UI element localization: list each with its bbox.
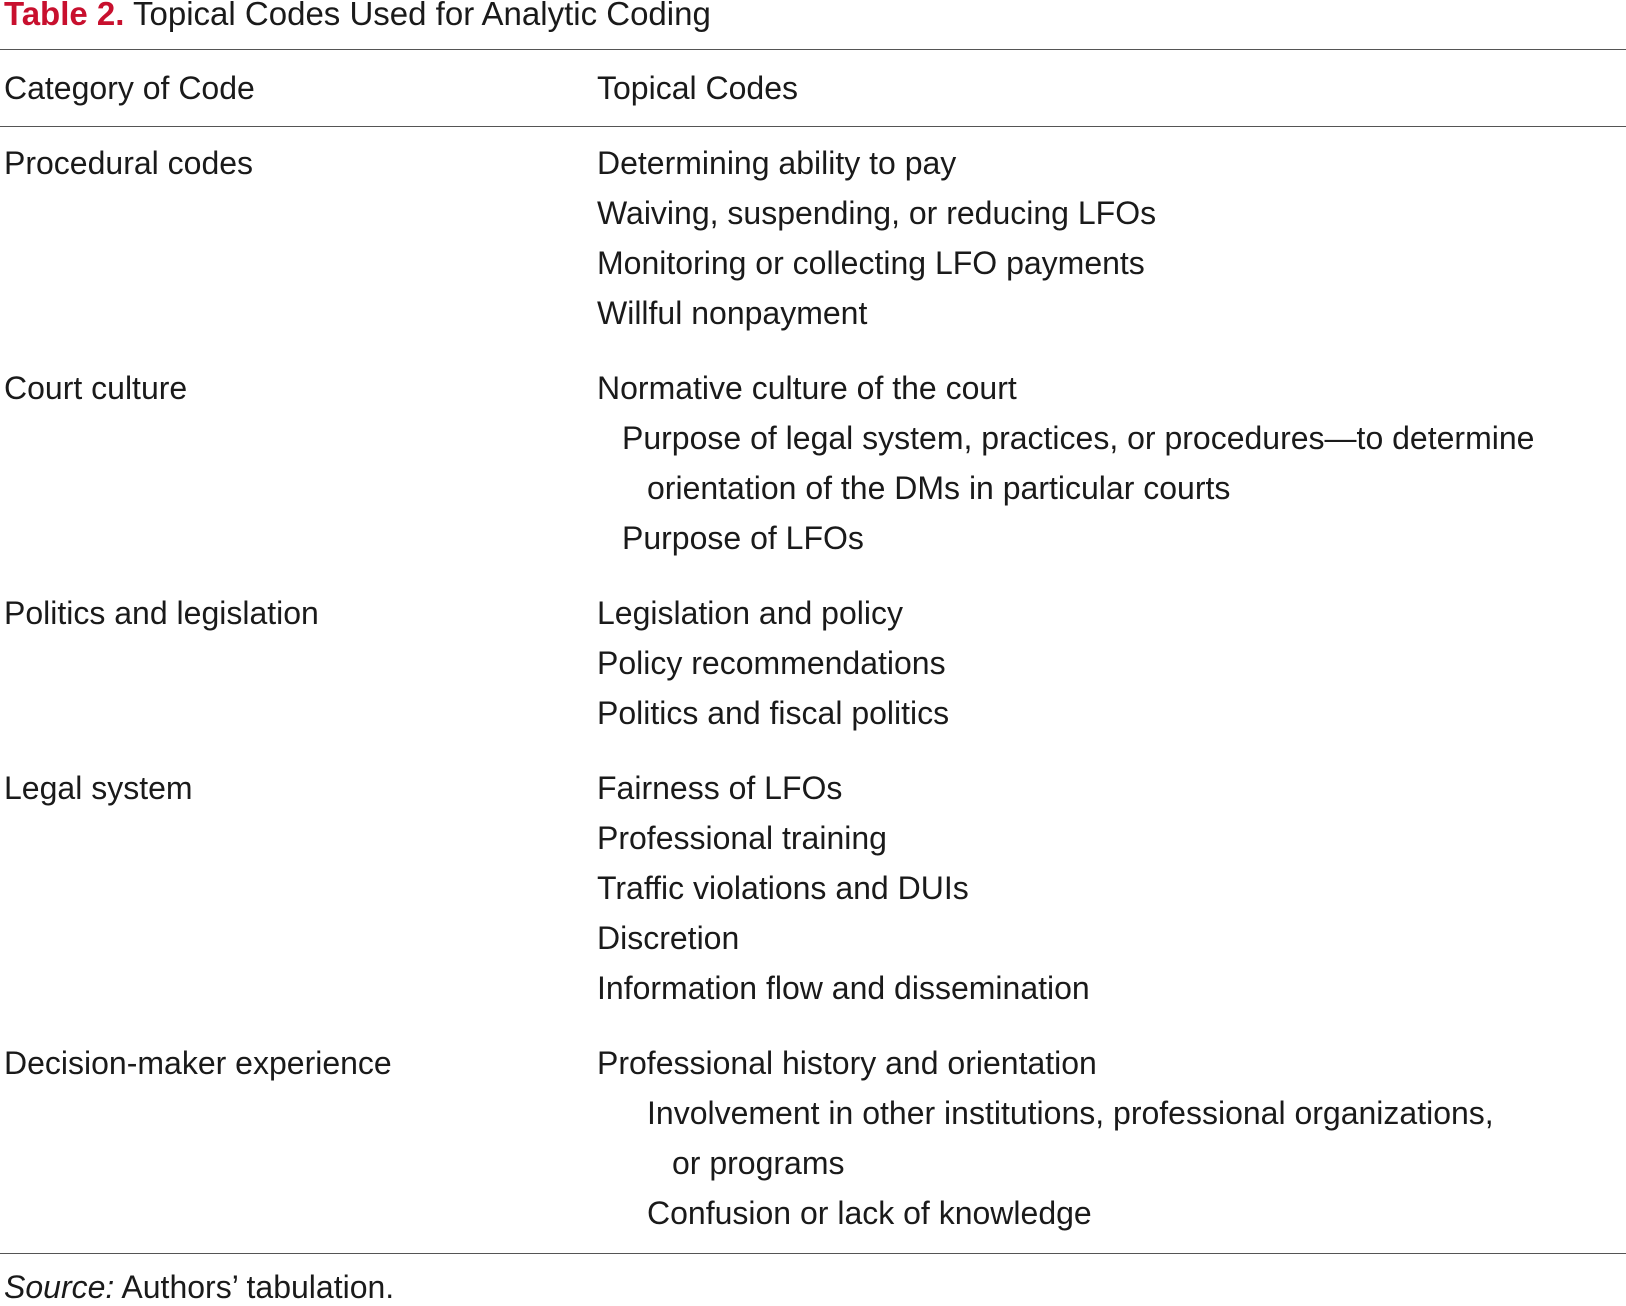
column-header-category: Category of Code <box>4 70 255 106</box>
topical-code: or programs <box>672 1145 845 1181</box>
category-cell: Decision-maker experience <box>4 1045 392 1081</box>
topical-code: Professional training <box>597 820 887 856</box>
topical-code: Fairness of LFOs <box>597 770 843 806</box>
topical-code: orientation of the DMs in particular courts <box>647 470 1231 506</box>
topical-code: Legislation and policy <box>597 595 903 631</box>
category-cell: Legal system <box>4 770 193 806</box>
topical-code: Discretion <box>597 920 740 956</box>
category-cell: Court culture <box>4 370 188 406</box>
bottom-rule <box>0 1253 1626 1254</box>
table-caption <box>4 0 711 34</box>
source-text: Authors’ tabulation. <box>114 1269 395 1305</box>
topical-code: Information flow and dissemination <box>597 970 1090 1006</box>
column-header-codes: Topical Codes <box>597 70 798 106</box>
category-cell: Politics and legislation <box>4 595 319 631</box>
topical-code: Purpose of LFOs <box>622 520 864 556</box>
topical-code: Normative culture of the court <box>597 370 1017 406</box>
topical-code: Determining ability to pay <box>597 145 957 181</box>
topical-code: Willful nonpayment <box>597 295 868 331</box>
topical-code: Policy recommendations <box>597 645 946 681</box>
table-title: Topical Codes Used for Analytic Coding <box>133 0 711 32</box>
table-number: Table 2. <box>4 0 125 32</box>
topical-code: Professional history and orientation <box>597 1045 1097 1081</box>
topical-code: Waiving, suspending, or reducing LFOs <box>597 195 1157 231</box>
source-label: Source: <box>4 1269 115 1305</box>
topical-code: Politics and fiscal politics <box>597 695 950 731</box>
top-rule <box>0 49 1626 50</box>
topical-code: Monitoring or collecting LFO payments <box>597 245 1145 281</box>
category-cell: Procedural codes <box>4 145 254 181</box>
topical-code: Traffic violations and DUIs <box>597 870 969 906</box>
topical-code: Purpose of legal system, practices, or procedures—to determine <box>622 420 1535 456</box>
topical-code: Confusion or lack of knowledge <box>647 1195 1092 1231</box>
table-source-note <box>4 1268 394 1306</box>
topical-code: Involvement in other institutions, professional organizations, <box>647 1095 1494 1131</box>
header-rule <box>0 126 1626 127</box>
